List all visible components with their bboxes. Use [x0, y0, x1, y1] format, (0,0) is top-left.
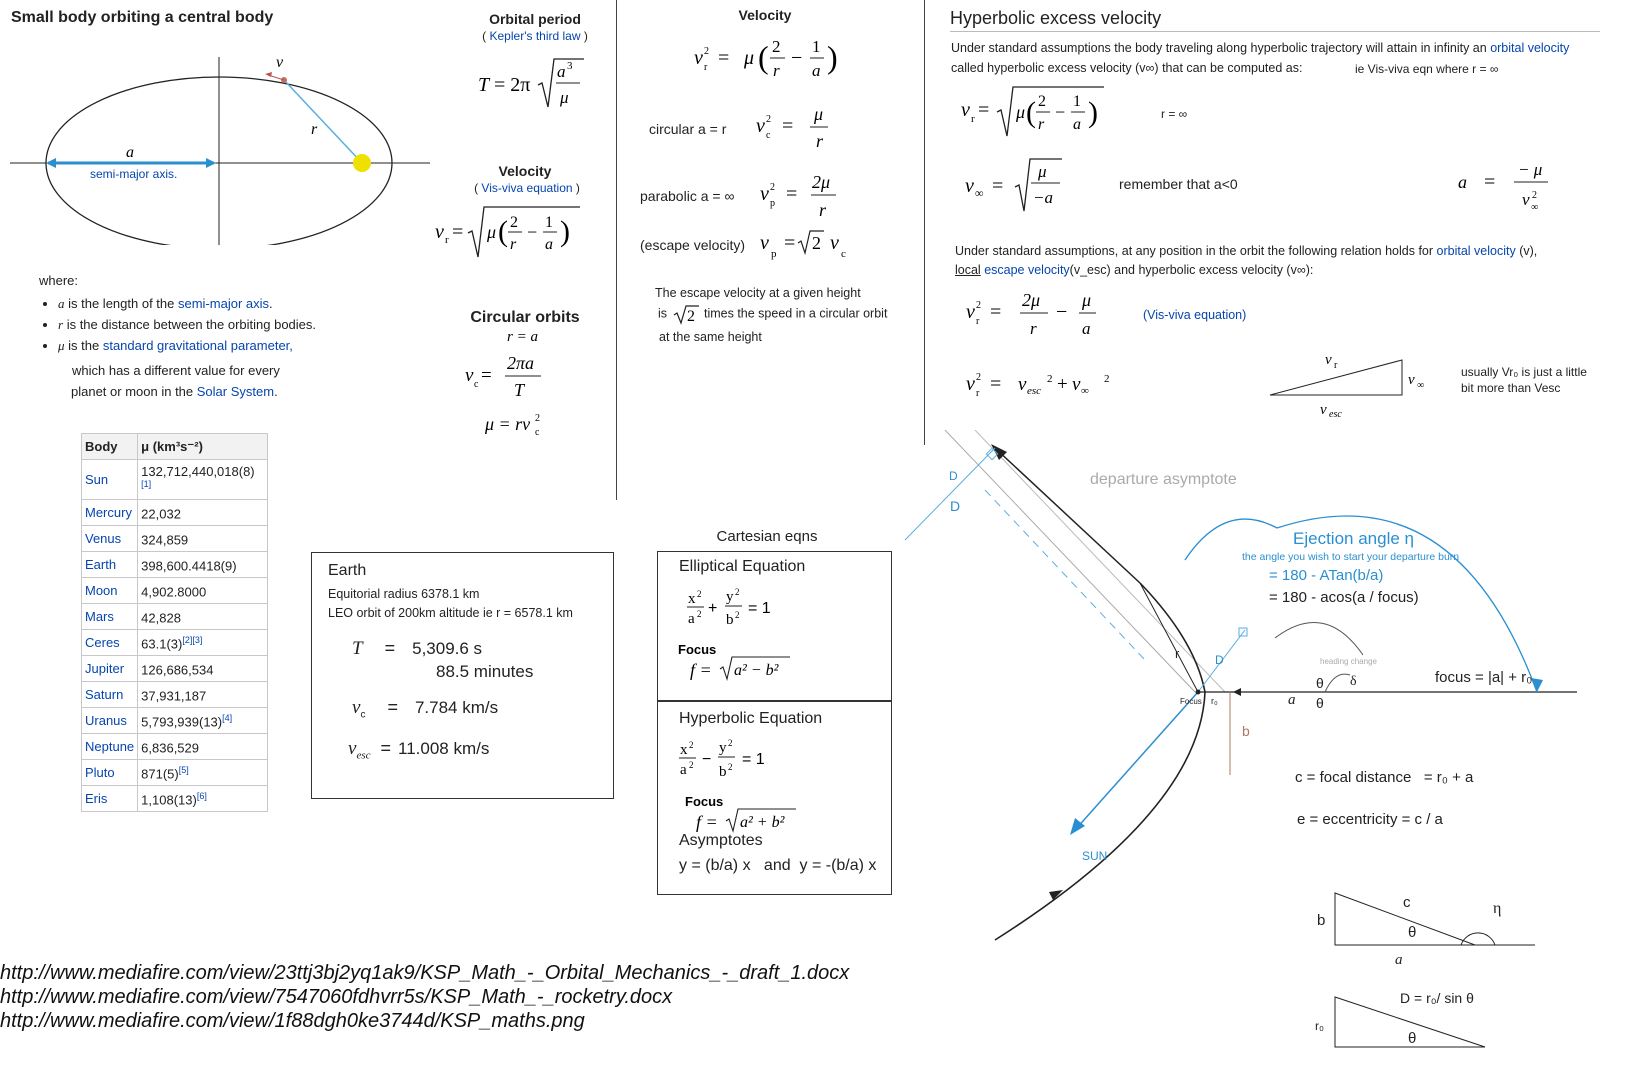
mu-table [81, 433, 268, 812]
svg-text:v: v [1320, 402, 1327, 418]
svg-text:T: T [478, 74, 490, 96]
asymptote-line-lower [975, 430, 1225, 692]
mu-value: 126,686,534 [138, 656, 268, 682]
r-label-hyper: r [1175, 646, 1180, 661]
velocity-title-3: Velocity [738, 7, 792, 23]
vesc-value: 11.008 km/s [398, 739, 490, 758]
velocity-title-2: Velocity [498, 163, 552, 179]
table-row [82, 578, 268, 604]
body-name[interactable]: Neptune [82, 734, 138, 760]
r-inf-label: r = ∞ [1161, 107, 1188, 121]
semi-major-label: semi-major axis. [90, 167, 178, 181]
period-value: 5,309.6 s [412, 639, 483, 658]
svg-text:v: v [1072, 374, 1081, 395]
divider-1 [616, 0, 617, 500]
hyper-title: Hyperbolic excess velocity [950, 8, 1162, 28]
svg-text:esc: esc [1027, 385, 1042, 397]
circular-equations [455, 325, 595, 440]
ejection-sub: the angle you wish to start your departure burn [1242, 551, 1460, 563]
visviva-link[interactable]: Vis-viva equation [481, 181, 573, 195]
visviva-equation [430, 203, 590, 263]
table-row [82, 630, 268, 656]
period-equation [472, 55, 602, 115]
body-name[interactable]: Moon [82, 578, 138, 604]
tri1-theta: θ [1408, 924, 1417, 941]
sqrt2-icon [671, 303, 701, 325]
svg-text:−a: −a [1033, 188, 1053, 207]
table-row [82, 552, 268, 578]
svg-text:r: r [1334, 360, 1338, 371]
body-name[interactable]: Mercury [82, 500, 138, 526]
table-row [82, 734, 268, 760]
svg-text:y: y [726, 589, 734, 605]
svg-text:μ: μ [1082, 290, 1092, 310]
url-3[interactable]: http://www.mediafire.com/view/1f88dgh0ke3744d/KSP_maths.png [0, 1010, 585, 1032]
svg-text:v: v [965, 175, 974, 197]
svg-text:μ: μ [814, 104, 824, 124]
theta-label-1: θ [1316, 675, 1324, 691]
svg-text:r: r [816, 131, 824, 151]
svg-text:= 1: = 1 [748, 600, 771, 617]
svg-text:∞: ∞ [975, 186, 984, 200]
svg-text:=: = [481, 365, 492, 386]
svg-text:μ = rv: μ = rv [485, 414, 531, 434]
tri1-eta: η [1493, 900, 1502, 917]
earth-line-1: Equitorial radius 6378.1 km [328, 587, 480, 601]
svg-text:f =: f = [690, 660, 712, 680]
table-row [82, 682, 268, 708]
local-link[interactable]: local [955, 263, 981, 277]
D-label-1: D [949, 469, 958, 483]
remember-note: remember that a<0 [1119, 176, 1238, 192]
svg-text:2: 2 [766, 114, 771, 125]
svg-text:y: y [719, 740, 727, 756]
svg-text:v: v [1018, 374, 1027, 395]
svg-text:r: r [819, 200, 827, 220]
col-mu: μ (km³s⁻²) [138, 434, 268, 460]
heading-change: heading change [1320, 657, 1377, 666]
sun-direction [1075, 692, 1198, 830]
svg-text:2: 2 [686, 308, 695, 325]
svg-text:v: v [465, 365, 474, 386]
svg-text:2: 2 [735, 587, 740, 597]
theta-label-2: θ [1316, 695, 1324, 711]
svg-text:r: r [1030, 319, 1037, 338]
elliptical-title: Elliptical Equation [679, 558, 806, 575]
svg-text:r = a: r = a [507, 329, 538, 345]
escape-velocity-link[interactable]: escape velocity [984, 263, 1070, 277]
mu-note-1: which has a different value for every [72, 363, 280, 378]
mu-value: 22,032 [138, 500, 268, 526]
focus-point [1196, 690, 1201, 695]
svg-text:v: v [1325, 352, 1332, 368]
svg-text:= 1: = 1 [742, 751, 765, 768]
a-from-vinf-eq [1450, 155, 1570, 215]
body-name[interactable]: Ceres [82, 630, 138, 656]
svg-text:a: a [688, 611, 695, 627]
table-row [82, 500, 268, 526]
svg-text:=: = [990, 373, 1002, 395]
svg-text:f =: f = [696, 812, 718, 832]
tri1-a: a [1395, 952, 1403, 968]
hyper-p2b: local escape velocity(v_esc) and hyperbolic excess velocity (v∞): [955, 263, 1314, 277]
velocity-equation [690, 30, 850, 85]
hyper-p2a: Under standard assumptions, at any position in the orbit the following relation holds for orbital velocity (v), [955, 244, 1538, 258]
svg-text:−: − [1056, 301, 1068, 323]
escape-label: (escape velocity) [640, 237, 746, 253]
svg-text:2: 2 [1038, 93, 1046, 110]
svg-text:−: − [791, 47, 803, 69]
svg-text:v: v [756, 115, 765, 137]
hyperbola-curve [995, 583, 1205, 940]
escape-note-3: at the same height [659, 330, 762, 344]
svg-text:μ: μ [1038, 162, 1047, 181]
svg-text:v: v [694, 47, 703, 69]
svg-text:v: v [435, 221, 444, 243]
svg-text:3: 3 [567, 60, 573, 72]
tri2-theta: θ [1408, 1030, 1417, 1047]
svg-text:+: + [708, 600, 718, 617]
mu-value: 132,712,440,018(8)[1] [138, 460, 268, 500]
svg-text:=: = [718, 47, 730, 69]
svg-text:): ) [560, 215, 570, 248]
hyperbolic-equation [678, 734, 818, 834]
mu-value: 871(5)[5] [138, 760, 268, 786]
c-definition: c = focal distance = r₀ + a [1295, 769, 1474, 786]
svg-text:r: r [773, 61, 780, 80]
sun-label: SUN [1082, 849, 1108, 863]
body-name[interactable]: Saturn [82, 682, 138, 708]
mu-value: 4,902.8000 [138, 578, 268, 604]
parabolic-velocity-eq [756, 166, 856, 221]
mu-value: 1,108(13)[6] [138, 786, 268, 812]
svg-text:2: 2 [1532, 190, 1537, 201]
circular-title: Circular orbits [470, 309, 580, 326]
tri2-r0: r₀ [1315, 1019, 1324, 1033]
ellipse-orbit-diagram [0, 45, 440, 245]
svg-text:a: a [1458, 172, 1467, 192]
period-title: Orbital period [489, 11, 581, 27]
hyper-title-underline [950, 31, 1600, 32]
table-row [82, 460, 268, 500]
svg-text:2: 2 [770, 182, 775, 193]
hyper-p1b: called hyperbolic excess velocity (v∞) that can be computed as: [951, 61, 1303, 75]
asymptotes-eq: y = (b/a) x and y = -(b/a) x [679, 857, 877, 874]
svg-text:2: 2 [510, 214, 518, 231]
svg-text:c: c [766, 130, 771, 141]
svg-text:r: r [445, 234, 449, 246]
hyperbola-diagram [895, 430, 1639, 1091]
citation-ref[interactable]: [6] [196, 790, 207, 801]
citation-ref[interactable]: [5] [178, 764, 189, 775]
svg-text:= 2π: = 2π [494, 74, 531, 96]
svg-text:−: − [702, 751, 712, 768]
body-name[interactable]: Venus [82, 526, 138, 552]
departure-path [995, 448, 1140, 583]
col-body: Body [82, 434, 138, 460]
svg-text:r: r [704, 62, 708, 73]
svg-text:b: b [726, 612, 734, 628]
svg-text:v: v [830, 232, 839, 254]
divider-2 [924, 0, 925, 445]
svg-text:b: b [719, 764, 727, 780]
cartesian-box [657, 551, 892, 895]
svg-text:Focus: Focus [678, 642, 717, 657]
tri1-b: b [1317, 912, 1326, 929]
svg-text:a: a [545, 236, 553, 253]
mu-note-2: planet or moon in the Solar System. [71, 384, 278, 399]
table-row [82, 656, 268, 682]
svg-text:1: 1 [812, 37, 821, 56]
svg-text:=: = [452, 221, 464, 243]
citation-ref[interactable]: [1] [141, 479, 152, 489]
bullet-a: • a is the length of the semi-major axis. [58, 293, 358, 314]
body-name[interactable]: Eris [82, 786, 138, 812]
kepler-link[interactable]: Kepler's third law [489, 29, 581, 43]
usually-note-1: usually Vr₀ is just a little [1461, 365, 1587, 379]
parabolic-label: parabolic a = ∞ [640, 188, 735, 204]
svg-text:=: = [990, 301, 1002, 323]
ejection-eq-1: = 180 - ATan(b/a) [1269, 567, 1384, 584]
a-label: a [126, 144, 134, 161]
svg-text:2: 2 [704, 46, 709, 57]
table-row [82, 760, 268, 786]
svg-text:r: r [1038, 116, 1045, 133]
earth-box: Earth Equitorial radius 6378.1 km LEO orbit of 200km altitude ie r = 6578.1 km T = 5,309.6 s 88.5 minutes $v_c = 7.784$ km/s $v_{esc} = 11.008$ km/s [311, 552, 614, 799]
svg-text:T: T [514, 380, 525, 400]
svg-text:2: 2 [735, 610, 740, 620]
svg-text:a: a [812, 61, 821, 80]
svg-text:μ: μ [487, 222, 497, 242]
a-label-hyper: a [1288, 692, 1296, 708]
svg-text:esc: esc [1329, 409, 1342, 420]
solar-system-link[interactable]: Solar System [196, 384, 275, 399]
svg-text:=: = [782, 115, 794, 137]
b-label-hyper: b [1242, 723, 1250, 739]
svg-text:(: ( [1026, 96, 1036, 129]
bullet-mu: • μ is the standard gravitational parameter, [58, 335, 358, 356]
svg-text:p: p [770, 198, 775, 209]
svg-text:p: p [771, 248, 777, 260]
svg-text:x: x [680, 742, 688, 758]
mu-value: 6,836,529 [138, 734, 268, 760]
svg-text:2: 2 [1047, 373, 1053, 385]
tri1-c: c [1403, 894, 1411, 911]
svg-text:v: v [760, 232, 769, 254]
svg-text:2: 2 [728, 762, 733, 772]
svg-text:r: r [976, 388, 980, 399]
svg-text:c: c [841, 248, 846, 260]
ejection-eq-2: = 180 - acos(a / focus) [1269, 589, 1419, 606]
body-name[interactable]: Mars [82, 604, 138, 630]
mu-value: 37,931,187 [138, 682, 268, 708]
svg-text:2: 2 [689, 760, 694, 770]
svg-text:a: a [1073, 116, 1081, 133]
svg-text:v: v [966, 301, 975, 323]
citation-ref[interactable]: [4] [222, 712, 233, 723]
departure-label: departure asymptote [1090, 471, 1237, 488]
body-name[interactable]: Earth [82, 552, 138, 578]
orbital-velocity-link-2[interactable]: orbital velocity [1436, 244, 1516, 258]
svg-text:2μ: 2μ [1022, 290, 1041, 310]
usually-note-2: bit more than Vesc [1461, 381, 1561, 395]
visviva-link-line: ( Vis-viva equation ) [474, 181, 580, 195]
asymptotes-title: Asymptotes [679, 832, 763, 849]
radius-line [284, 80, 362, 163]
svg-text:2: 2 [976, 372, 981, 383]
earth-title: Earth [328, 562, 367, 579]
circular-label: circular a = r [649, 121, 727, 137]
mu-value: 63.1(3)[2][3] [138, 630, 268, 656]
delta-label: δ [1350, 674, 1357, 689]
svg-text:2: 2 [728, 738, 733, 748]
svg-text:a² + b²: a² + b² [740, 814, 785, 831]
svg-text:v: v [961, 99, 970, 121]
kepler-link-line: ( Kepler's third law ) [482, 29, 588, 43]
period-minutes: 88.5 minutes [436, 662, 534, 681]
mu-value: 398,600.4418(9) [138, 552, 268, 578]
svg-text:2: 2 [535, 413, 540, 424]
tri2-D: D = r₀/ sin θ [1400, 990, 1474, 1006]
svg-text:=: = [784, 232, 796, 254]
vc-value: 7.784 km/s [414, 698, 499, 717]
escape-note-2: is 2 times the speed in a circular orbit [658, 303, 887, 325]
svg-text:v: v [966, 373, 975, 395]
svg-text:∞: ∞ [1417, 380, 1425, 391]
bullet-r: • r is the distance between the orbiting bodies. [58, 314, 358, 335]
svg-text:2πa: 2πa [507, 353, 535, 373]
svg-text:(: ( [758, 39, 769, 75]
svg-text:v: v [760, 183, 769, 205]
svg-text:2: 2 [697, 609, 702, 619]
e-definition: e = eccentricity = c / a [1297, 811, 1443, 828]
body-name[interactable]: Uranus [82, 708, 138, 734]
where-label: where: [39, 273, 79, 288]
svg-text:a: a [680, 762, 687, 778]
svg-text:μ: μ [1016, 102, 1026, 122]
body-name[interactable]: Jupiter [82, 656, 138, 682]
earth-line-2: LEO orbit of 200km altitude ie r = 6578.1 km [328, 606, 573, 620]
grav-param-link[interactable]: standard gravitational parameter, [102, 338, 293, 353]
sun-icon [353, 154, 371, 172]
svg-text:v: v [1408, 372, 1415, 388]
svg-text:−: − [527, 222, 538, 242]
elliptical-equation [678, 583, 798, 683]
svg-text:1: 1 [545, 214, 553, 231]
svg-text:r: r [976, 316, 980, 327]
svg-text:2: 2 [772, 37, 781, 56]
svg-text:∞: ∞ [1081, 385, 1089, 397]
asymptote-line-upper [945, 430, 1195, 692]
svg-text:x: x [688, 591, 696, 607]
body-name[interactable]: Pluto [82, 760, 138, 786]
escape-velocity-eq [756, 225, 876, 265]
svg-text:v: v [1522, 190, 1530, 209]
mu-value: 42,828 [138, 604, 268, 630]
svg-text:r: r [510, 236, 517, 253]
circular-velocity-eq [752, 100, 852, 155]
vesc-sum-eq [960, 360, 1130, 405]
hyperbolic-title: Hyperbolic Equation [679, 710, 823, 727]
where-list [38, 293, 358, 356]
table-row [82, 786, 268, 812]
svg-text:−: − [1055, 102, 1066, 122]
velocity-triangle [1265, 350, 1445, 420]
svg-text:1: 1 [1073, 93, 1081, 110]
svg-text:2: 2 [697, 589, 702, 599]
mu-value: 5,793,939(13)[4] [138, 708, 268, 734]
svg-text:2: 2 [976, 300, 981, 311]
svg-text:μ: μ [744, 47, 755, 69]
escape-note-1: The escape velocity at a given height [655, 286, 861, 300]
svg-text:2: 2 [812, 233, 821, 253]
svg-text:a: a [557, 62, 566, 81]
svg-text:(: ( [498, 215, 508, 248]
svg-text:2: 2 [1104, 373, 1110, 385]
svg-text:a² − b²: a² − b² [734, 662, 779, 679]
body-name[interactable]: Sun [82, 460, 138, 500]
hyper-p1c: ie Vis-viva eqn where r = ∞ [1355, 62, 1499, 76]
svg-text:+: + [1057, 374, 1068, 395]
svg-text:): ) [827, 39, 838, 75]
citation-ref[interactable]: [2][3] [182, 634, 203, 645]
D-label-2: D [950, 498, 961, 514]
svg-text:Focus: Focus [685, 794, 724, 809]
focus-distance-label: focus = |a| + r₀ [1435, 669, 1533, 686]
vr-squared-eq [960, 285, 1100, 345]
v-label: v [276, 54, 284, 71]
hyper-p1a: Under standard assumptions the body traveling along hyperbolic trajectory will attain in infinity an orbital velocity [951, 41, 1570, 55]
vinf-equation [958, 155, 1088, 215]
svg-text:c: c [535, 427, 540, 438]
svg-text:r: r [971, 113, 975, 125]
D-label-3: D [1215, 653, 1224, 667]
svg-text:=: = [1484, 171, 1496, 193]
url-2[interactable]: http://www.mediafire.com/view/7547060fdhvrr5s/KSP_Math_-_rocketry.docx [0, 986, 673, 1008]
visviva-ref: (Vis-viva equation) [1143, 308, 1247, 322]
table-row [82, 526, 268, 552]
ejection-title: Ejection angle η [1293, 529, 1414, 548]
svg-text:c: c [474, 379, 479, 390]
svg-text:μ: μ [560, 88, 569, 107]
orbital-velocity-link[interactable]: orbital velocity [1490, 41, 1570, 55]
svg-text:=: = [992, 175, 1004, 197]
r-line [1140, 583, 1198, 692]
table-row [82, 604, 268, 630]
table-row [82, 708, 268, 734]
svg-text:): ) [1088, 96, 1098, 129]
r0-label: r₀ [1211, 696, 1218, 706]
svg-text:2μ: 2μ [812, 172, 831, 192]
r-label: r [311, 121, 318, 138]
mu-value: 324,859 [138, 526, 268, 552]
svg-text:2: 2 [689, 740, 694, 750]
svg-text:=: = [786, 183, 798, 205]
left-title: Small body orbiting a central body [11, 9, 274, 26]
hyper-visviva-eq [956, 84, 1116, 140]
svg-text:=: = [978, 99, 990, 121]
svg-text:− μ: − μ [1518, 160, 1543, 179]
semi-major-link[interactable]: semi-major axis [177, 296, 269, 311]
svg-text:a: a [1082, 319, 1091, 338]
svg-text:∞: ∞ [1531, 202, 1539, 213]
cartesian-title: Cartesian eqns [716, 528, 818, 545]
focus-dot-label: Focus [1180, 697, 1202, 706]
url-1[interactable]: http://www.mediafire.com/view/23ttj3bj2yq1ak9/KSP_Math_-_Orbital_Mechanics_-_draft_1.docx [0, 962, 850, 984]
